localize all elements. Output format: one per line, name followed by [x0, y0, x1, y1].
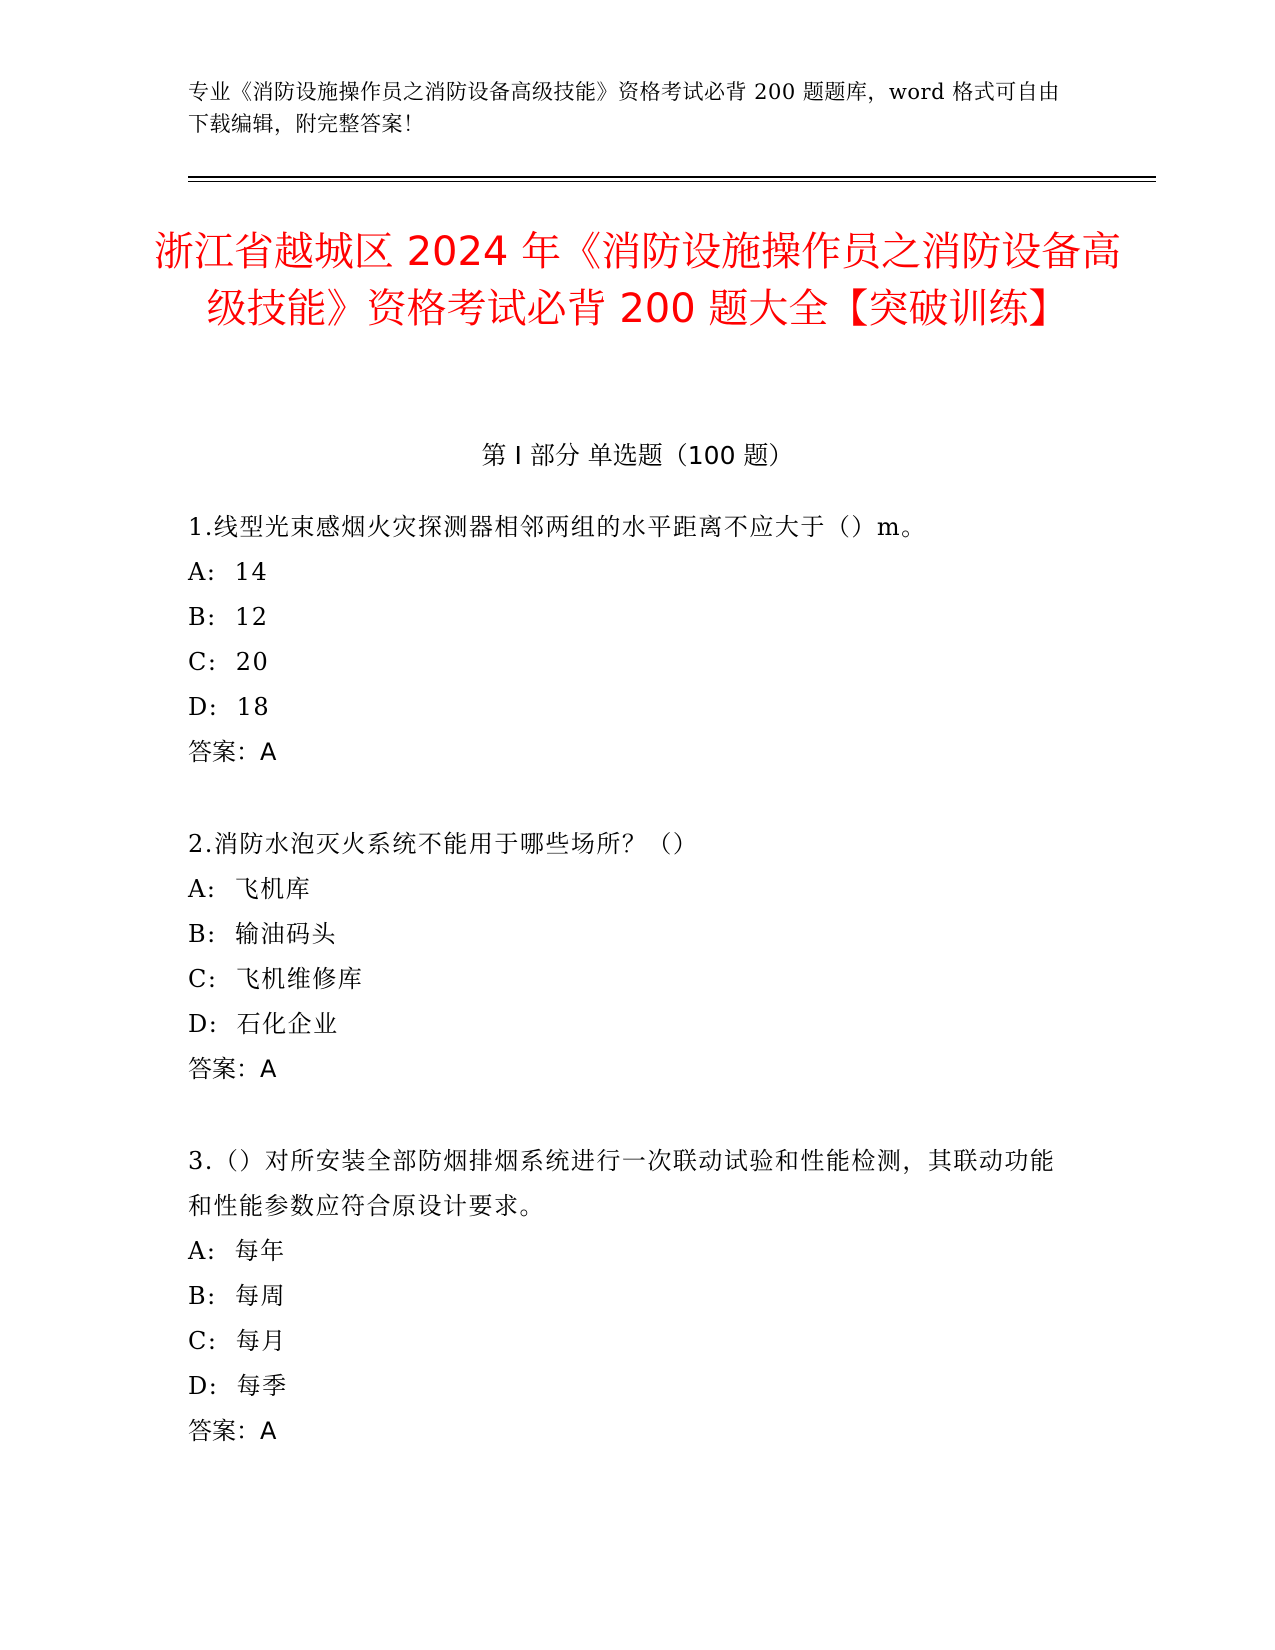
question-1	[188, 505, 1068, 775]
question-3	[188, 1139, 1068, 1454]
option-a: A: 飞机库	[188, 875, 312, 903]
question-stem: 3.（）对所安装全部防烟排烟系统进行一次联动试验和性能检测，其联动功能和性能参数应符合原设计要求。	[188, 1147, 1056, 1220]
option-c: C: 每月	[188, 1327, 287, 1355]
option-a: A: 14	[188, 558, 269, 586]
option-b: B: 每周	[188, 1282, 286, 1310]
header-rule-thin	[188, 181, 1156, 182]
option-d: D: 每季	[188, 1372, 288, 1400]
header-note: 专业《消防设施操作员之消防设备高级技能》资格考试必背 200 题题库，word 格式可自由下载编辑，附完整答案！	[188, 80, 1060, 136]
answer: 答案：A	[188, 738, 277, 766]
answer: 答案：A	[188, 1417, 277, 1445]
question-2	[188, 822, 1068, 1092]
answer: 答案：A	[188, 1055, 277, 1083]
question-stem: 1.线型光束感烟火灾探测器相邻两组的水平距离不应大于（）m。	[188, 513, 927, 541]
option-c: C: 20	[188, 648, 270, 676]
section-title: 第 I 部分 单选题（100 题）	[481, 441, 794, 470]
option-c: C: 飞机维修库	[188, 965, 364, 993]
option-a: A: 每年	[188, 1237, 286, 1265]
option-d: D: 18	[188, 693, 271, 721]
option-b: B: 输油码头	[188, 920, 337, 948]
option-b: B: 12	[188, 603, 269, 631]
document-title: 浙江省越城区 2024 年《消防设施操作员之消防设备高级技能》资格考试必背 200 题大全【突破训练】	[153, 229, 1122, 332]
question-stem: 2.消防水泡灭火系统不能用于哪些场所？（）	[188, 830, 699, 858]
option-d: D: 石化企业	[188, 1010, 339, 1038]
header-rule-thick	[188, 176, 1156, 178]
